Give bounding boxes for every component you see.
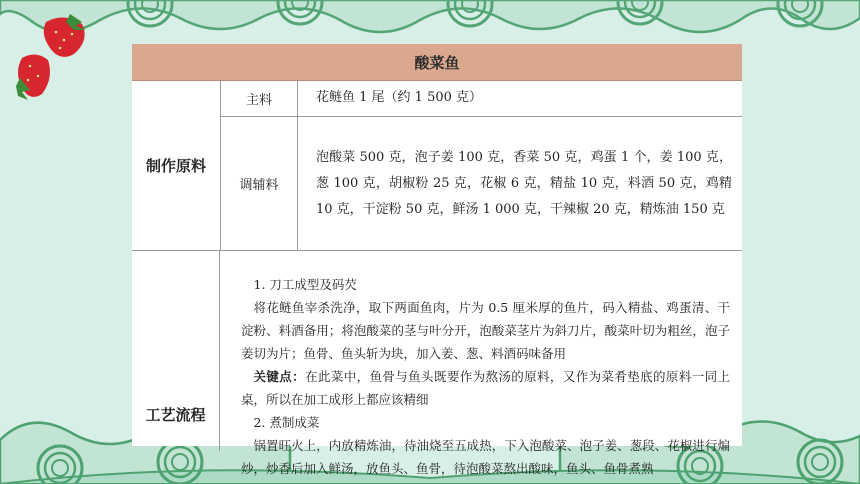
seasoning-label: 调辅料 xyxy=(221,117,298,250)
recipe-card xyxy=(132,44,742,476)
ingredients-label: 制作原料 xyxy=(132,80,221,250)
main-ingredient-label: 主料 xyxy=(221,80,298,116)
step1-title: 1. 刀工成型及码芡 xyxy=(253,277,357,292)
ingredients-section xyxy=(132,80,742,251)
recipe-title: 酸菜鱼 xyxy=(132,44,742,81)
step2-title: 2. 煮制成菜 xyxy=(253,415,320,430)
seasoning-text: 泡酸菜 500 克，泡子姜 100 克，香菜 50 克，鸡蛋 1 个，姜 100 克，葱 100 克，胡椒粉 25 克，花椒 6 克，精盐 10 克，料酒 50 克，鸡精 10 克，干淀粉 50 克，鲜汤 1 000 克，干辣椒 20 克，精炼油 150 克 xyxy=(316,149,732,217)
key-point xyxy=(241,365,730,411)
key-point-label: 关键点： xyxy=(253,369,306,384)
step1-text: 将花鲢鱼宰杀洗净，取下两面鱼肉，片为 0.5 厘米厚的鱼片，码入精盐、鸡蛋清、干淀粉、料酒备用；将泡酸菜的茎与叶分开，泡酸菜茎片为斜刀片，酸菜叶切为粗丝，泡子姜切为片；鱼骨、鱼头斩为块，加入姜、葱、料酒码味备用 xyxy=(241,300,730,361)
seasoning-value xyxy=(298,117,742,250)
top-wave-pattern xyxy=(0,0,860,32)
process-content xyxy=(221,251,742,476)
process-section xyxy=(132,251,742,476)
key-point-text: 在此菜中，鱼骨与鱼头既要作为熬汤的原料，又作为菜肴垫底的原料一同上桌，所以在加工成形上都应该精细 xyxy=(241,369,730,407)
process-label: 工艺流程 xyxy=(132,251,220,451)
step2-text: 锅置旺火上，内放精炼油，待油烧至五成热，下入泡酸菜、泡子姜、葱段、花椒进行煸炒，炒香后加入鲜汤，放鱼头、鱼骨，待泡酸菜熬出酸味，鱼头、鱼骨煮熟 xyxy=(241,438,730,476)
strawberry-icon xyxy=(16,54,50,100)
main-ingredient-value: 花鲢鱼 1 尾（约 1 500 克） xyxy=(316,90,483,105)
